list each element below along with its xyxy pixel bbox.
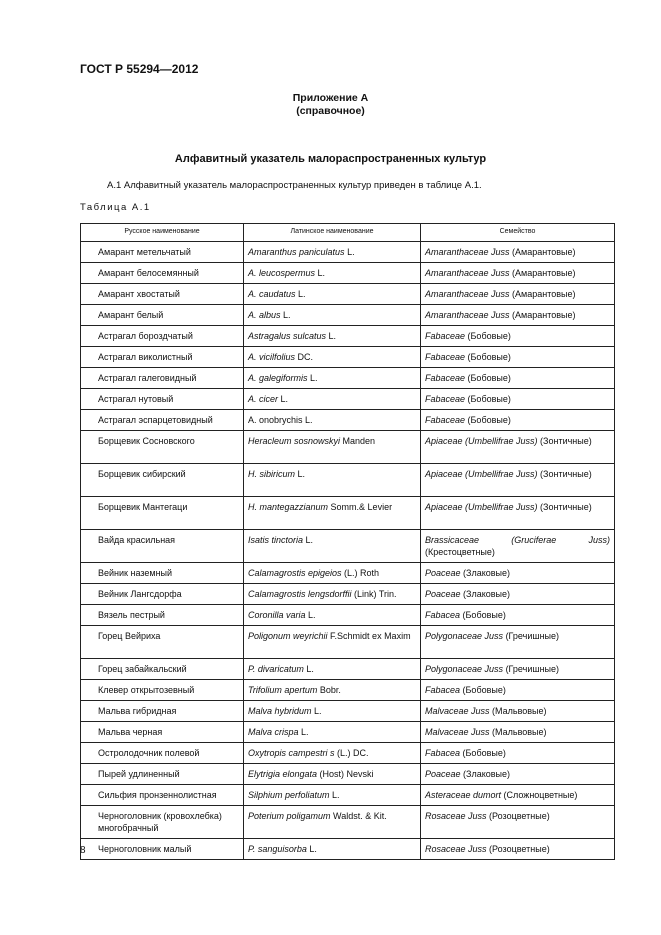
cell-latin-name <box>244 410 421 431</box>
cell-russian-name: Амарант метельчатый <box>81 242 244 263</box>
table-row <box>81 326 615 347</box>
latin-genus-species: A. caudatus <box>248 289 296 299</box>
cell-latin-name <box>244 263 421 284</box>
table-row <box>81 305 615 326</box>
cell-russian-name: Амарант хвостатый <box>81 284 244 305</box>
cell-family <box>421 347 615 368</box>
latin-genus-species: H. sibiricum <box>248 469 296 479</box>
cell-family <box>421 584 615 605</box>
cell-russian-name: Мальва черная <box>81 722 244 743</box>
table-row <box>81 497 615 530</box>
family-russian: (Зонтичные) <box>537 469 592 479</box>
family-latin: Fabaceae <box>425 415 466 425</box>
table-row <box>81 389 615 410</box>
latin-author: (L.) DC. <box>334 748 369 758</box>
cell-latin-name <box>244 530 421 563</box>
cell-russian-name: Борщевик Мантегаци <box>81 497 244 530</box>
cell-family <box>421 743 615 764</box>
family-russian: (Зонтичные) <box>537 436 592 446</box>
table-row <box>81 785 615 806</box>
table-row <box>81 410 615 431</box>
cell-family <box>421 305 615 326</box>
cell-family <box>421 410 615 431</box>
cell-latin-name <box>244 785 421 806</box>
cell-latin-name <box>244 722 421 743</box>
appendix-heading <box>0 92 661 118</box>
cell-family <box>421 464 615 497</box>
latin-genus-species: Calamagrostis epigeios <box>248 568 342 578</box>
table-row <box>81 242 615 263</box>
latin-genus-species: Coronilla varia <box>248 610 306 620</box>
family-latin: Amaranthaceae Juss <box>425 310 510 320</box>
main-title: Алфавитный указатель малораспространенных культур <box>174 153 487 165</box>
cell-latin-name <box>244 743 421 764</box>
cell-russian-name: Амарант белый <box>81 305 244 326</box>
family-russian: (Бобовые) <box>465 373 511 383</box>
family-russian: (Сложноцветные) <box>501 790 578 800</box>
family-latin: Rosaceae Juss <box>425 811 487 821</box>
family-russian: (Мальвовые) <box>489 727 547 737</box>
latin-author: (Link) Trin. <box>351 589 397 599</box>
cell-family <box>421 605 615 626</box>
cell-latin-name <box>244 497 421 530</box>
latin-genus-species: Elytrigia elongata <box>248 769 318 779</box>
cell-latin-name <box>244 389 421 410</box>
latin-author: L. <box>306 844 317 854</box>
latin-author: L. <box>278 394 289 404</box>
latin-author: Somm.& Levier <box>328 502 393 512</box>
cell-russian-name: Астрагал бороздчатый <box>81 326 244 347</box>
latin-genus-species: A. cicer <box>248 394 279 404</box>
cell-latin-name <box>244 605 421 626</box>
family-latin: Poaceae <box>425 769 461 779</box>
cell-family <box>421 764 615 785</box>
cell-family <box>421 263 615 284</box>
table-row <box>81 431 615 464</box>
table-row <box>81 347 615 368</box>
cell-family <box>421 626 615 659</box>
family-russian: (Гречишные) <box>503 664 560 674</box>
table-row <box>81 464 615 497</box>
cell-latin-name <box>244 242 421 263</box>
table-row <box>81 584 615 605</box>
latin-genus-species: Isatis tinctoria <box>248 535 304 545</box>
cell-family <box>421 242 615 263</box>
cell-family <box>421 839 615 860</box>
family-russian: (Гречишные) <box>503 631 560 641</box>
latin-author: L. <box>344 247 355 257</box>
table-body <box>81 242 615 860</box>
family-russian: (Бобовые) <box>465 415 511 425</box>
latin-author: Bobr. <box>317 685 341 695</box>
latin-genus-species: A. vicilfolius <box>248 352 296 362</box>
cell-family <box>421 701 615 722</box>
family-latin: Malvaceae Juss <box>425 727 490 737</box>
family-russian: (Бобовые) <box>465 331 511 341</box>
family-latin: Poaceae <box>425 568 461 578</box>
cell-family <box>421 284 615 305</box>
cell-family <box>421 431 615 464</box>
latin-genus-species: Poterium poligamum <box>248 811 331 821</box>
table-row <box>81 626 615 659</box>
family-latin: Fabaceae <box>425 331 466 341</box>
table-row <box>81 605 615 626</box>
latin-author: L. <box>329 790 340 800</box>
cell-latin-name <box>244 368 421 389</box>
table-row <box>81 764 615 785</box>
latin-genus-species: Malva hybridum <box>248 706 312 716</box>
family-russian: (Амарантовые) <box>509 268 576 278</box>
latin-author: L. <box>326 331 337 341</box>
latin-genus-species: Astragalus sulcatus <box>248 331 327 341</box>
cell-russian-name: Сильфия пронзеннолистная <box>81 785 244 806</box>
column-header-family: Семейство <box>421 224 615 242</box>
cell-family <box>421 659 615 680</box>
latin-author: Waldst. & Kit. <box>330 811 387 821</box>
table-row <box>81 368 615 389</box>
cell-russian-name: Вейник Лангсдорфа <box>81 584 244 605</box>
table-row <box>81 659 615 680</box>
cell-russian-name: Черноголовник малый <box>81 839 244 860</box>
table-row <box>81 743 615 764</box>
cell-family <box>421 785 615 806</box>
cell-russian-name: Астрагал эспарцетовидный <box>81 410 244 431</box>
family-latin: Polygonaceae Juss <box>425 664 504 674</box>
family-latin: Amaranthaceae Juss <box>425 247 510 257</box>
cell-latin-name <box>244 431 421 464</box>
cell-family <box>421 497 615 530</box>
family-russian: (Бобовые) <box>465 394 511 404</box>
cell-latin-name <box>244 464 421 497</box>
latin-author: L. <box>303 664 314 674</box>
appendix-title: Приложение А <box>292 92 369 104</box>
table-row <box>81 806 615 839</box>
cell-latin-name <box>244 659 421 680</box>
latin-author: (L.) Roth <box>341 568 380 578</box>
cell-family <box>421 722 615 743</box>
cell-russian-name: Амарант белосемянный <box>81 263 244 284</box>
latin-genus-species: H. mantegazzianum <box>248 502 329 512</box>
cell-russian-name: Вязель пестрый <box>81 605 244 626</box>
cell-russian-name: Астрагал нутовый <box>81 389 244 410</box>
cell-latin-name <box>244 626 421 659</box>
latin-genus-species: A. galegiformis <box>248 373 308 383</box>
cell-russian-name: Борщевик Сосновского <box>81 431 244 464</box>
family-russian: (Розоцветные) <box>486 811 550 821</box>
cell-family <box>421 368 615 389</box>
family-latin: Asteraceae dumort <box>425 790 502 800</box>
cell-latin-name <box>244 806 421 839</box>
family-latin: Brassicaceae (Gruciferae Juss) <box>425 535 610 545</box>
latin-genus-species: P. divaricatum <box>248 664 304 674</box>
latin-author: L. <box>303 535 314 545</box>
latin-genus-species: A. leucospermus <box>248 268 316 278</box>
cell-latin-name <box>244 284 421 305</box>
table-row <box>81 563 615 584</box>
family-russian: (Бобовые) <box>460 748 506 758</box>
latin-author: L. <box>295 289 306 299</box>
cell-russian-name: Пырей удлиненный <box>81 764 244 785</box>
latin-author: F.Schmidt ex Maxim <box>327 631 411 641</box>
family-latin: Fabacea <box>425 610 461 620</box>
latin-genus-species: Silphium perfoliatum <box>248 790 330 800</box>
family-latin: Polygonaceae Juss <box>425 631 504 641</box>
latin-author: L. <box>305 610 316 620</box>
latin-author: L. <box>315 268 326 278</box>
cell-russian-name: Астрагал галеговидный <box>81 368 244 389</box>
table-row <box>81 701 615 722</box>
intro-paragraph: А.1 Алфавитный указатель малораспространенных культур приведен в таблице А.1. <box>107 180 482 191</box>
cell-latin-name <box>244 584 421 605</box>
cell-latin-name <box>244 701 421 722</box>
family-russian: (Бобовые) <box>460 610 506 620</box>
cell-latin-name <box>244 563 421 584</box>
latin-author: L. <box>295 469 306 479</box>
latin-genus-species: A. albus <box>248 310 281 320</box>
cell-russian-name: Горец забайкальский <box>81 659 244 680</box>
family-latin: Fabaceae <box>425 394 466 404</box>
family-russian: (Крестоцветные) <box>425 547 495 557</box>
latin-genus-species: Calamagrostis lengsdorffii <box>248 589 352 599</box>
family-russian: (Бобовые) <box>460 685 506 695</box>
family-latin: Amaranthaceae Juss <box>425 289 510 299</box>
family-latin: Fabaceae <box>425 373 466 383</box>
table-header-row <box>81 224 615 242</box>
table-row <box>81 680 615 701</box>
latin-author: L. <box>280 310 291 320</box>
standard-number: ГОСТ Р 55294—2012 <box>80 62 199 76</box>
cell-latin-name <box>244 764 421 785</box>
family-latin: Apiaceae (Umbellifrae Juss) <box>425 469 538 479</box>
column-header-latin: Латинское наименование <box>244 224 421 242</box>
family-latin: Fabacea <box>425 748 461 758</box>
table-row <box>81 263 615 284</box>
family-russian: (Бобовые) <box>465 352 511 362</box>
cell-latin-name <box>244 680 421 701</box>
latin-genus-species: Amaranthus paniculatus <box>248 247 345 257</box>
cell-latin-name <box>244 347 421 368</box>
family-russian: (Амарантовые) <box>509 310 576 320</box>
family-latin: Poaceae <box>425 589 461 599</box>
cell-russian-name: Вейник наземный <box>81 563 244 584</box>
family-russian: (Розоцветные) <box>486 844 550 854</box>
cell-russian-name: Клевер открытозевный <box>81 680 244 701</box>
latin-author: Manden <box>340 436 376 446</box>
appendix-subtitle: (справочное) <box>296 105 365 117</box>
column-header-russian: Русское наименование <box>81 224 244 242</box>
latin-author: L. <box>298 727 309 737</box>
cell-russian-name: Астрагал виколистный <box>81 347 244 368</box>
family-latin: Fabacea <box>425 685 461 695</box>
table-label: Таблица А.1 <box>80 202 151 213</box>
family-latin: Fabaceae <box>425 352 466 362</box>
latin-genus-species: Heracleum sosnowskyi <box>248 436 341 446</box>
cell-family <box>421 389 615 410</box>
latin-genus-species: Trifolium apertum <box>248 685 318 695</box>
family-latin: Amaranthaceae Juss <box>425 268 510 278</box>
cell-russian-name: Горец Вейриха <box>81 626 244 659</box>
cell-latin-name <box>244 839 421 860</box>
family-latin: Rosaceae Juss <box>425 844 487 854</box>
family-russian: (Злаковые) <box>460 568 511 578</box>
cell-family <box>421 326 615 347</box>
cell-latin-name <box>244 305 421 326</box>
family-russian: (Амарантовые) <box>509 247 576 257</box>
cell-russian-name: Борщевик сибирский <box>81 464 244 497</box>
crops-table <box>80 223 615 860</box>
family-russian: (Зонтичные) <box>537 502 592 512</box>
latin-author: L. <box>307 373 318 383</box>
latin-author: (Host) Nevski <box>317 769 374 779</box>
table-row <box>81 839 615 860</box>
family-russian: (Злаковые) <box>460 769 511 779</box>
table-row <box>81 722 615 743</box>
table-row <box>81 530 615 563</box>
cell-russian-name: Мальва гибридная <box>81 701 244 722</box>
page-number: 8 <box>80 845 86 856</box>
latin-genus-species: P. sanguisorba <box>248 844 307 854</box>
family-russian: (Амарантовые) <box>509 289 576 299</box>
latin-author: L. <box>311 706 322 716</box>
cell-latin-name <box>244 326 421 347</box>
latin-genus-species: Oxytropis campestri s <box>248 748 335 758</box>
cell-family <box>421 680 615 701</box>
cell-family <box>421 563 615 584</box>
table-row <box>81 284 615 305</box>
latin-genus-species: Poligonum weyrichii <box>248 631 328 641</box>
family-russian: (Мальвовые) <box>489 706 547 716</box>
family-latin: Malvaceae Juss <box>425 706 490 716</box>
family-russian: (Злаковые) <box>460 589 511 599</box>
cell-russian-name: Вайда красильная <box>81 530 244 563</box>
latin-author: DC. <box>295 352 314 362</box>
cell-family <box>421 530 615 563</box>
latin-genus-species: Malva crispa <box>248 727 299 737</box>
cell-family <box>421 806 615 839</box>
cell-russian-name: Черноголовник (кровохлебка) многобрачный <box>81 806 244 839</box>
cell-russian-name: Остролодочник полевой <box>81 743 244 764</box>
family-latin: Apiaceae (Umbellifrae Juss) <box>425 436 538 446</box>
family-latin: Apiaceae (Umbellifrae Juss) <box>425 502 538 512</box>
latin-author: A. onobrychis L. <box>248 415 313 425</box>
